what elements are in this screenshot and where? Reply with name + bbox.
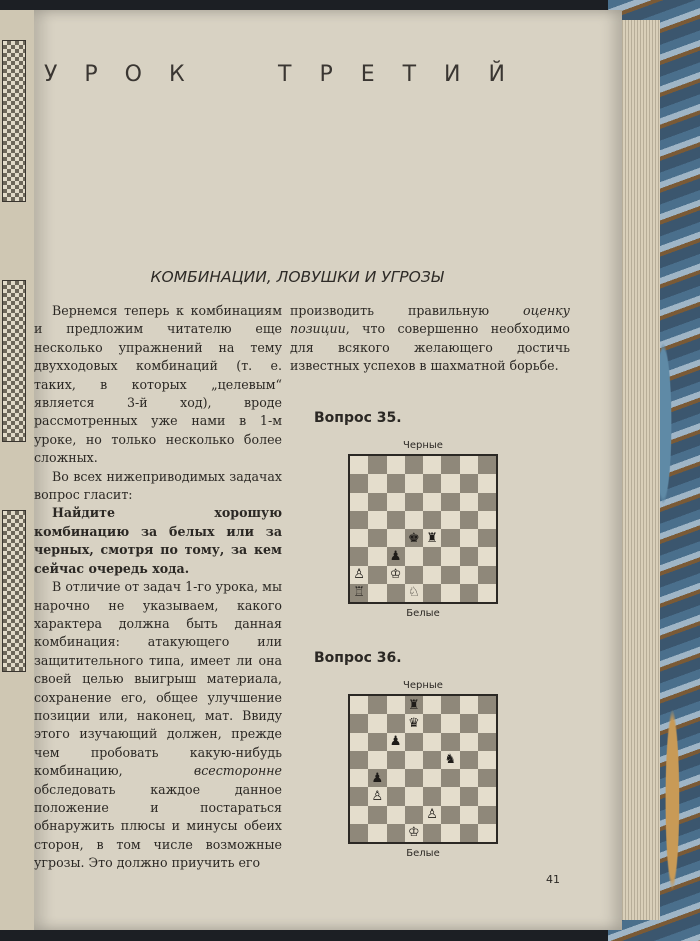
right-column — [290, 302, 570, 376]
board-square — [350, 696, 368, 714]
header-word-third: ТРЕТИЙ — [278, 62, 533, 87]
chess-piece: ♔ — [408, 825, 420, 841]
board-square — [368, 456, 386, 474]
board-square — [460, 529, 478, 547]
board-square — [387, 696, 405, 714]
chess-piece: ♜ — [426, 530, 438, 546]
board-square — [478, 511, 496, 529]
board-square — [441, 566, 459, 584]
board-square — [405, 733, 423, 751]
board-square — [368, 584, 386, 602]
paragraph-explanation — [34, 578, 282, 873]
chess-piece: ♖ — [353, 585, 365, 601]
board-square — [441, 824, 459, 842]
board-square — [387, 751, 405, 769]
board-square — [478, 824, 496, 842]
board-square — [423, 769, 441, 787]
board-square — [405, 547, 423, 565]
paragraph-continuation — [290, 302, 570, 376]
header-word-lesson: УРОК — [44, 62, 212, 87]
left-page-board-fragment — [2, 510, 26, 672]
board-square — [368, 696, 386, 714]
board-square — [460, 787, 478, 805]
chess-piece: ♟ — [389, 548, 402, 564]
board-square — [387, 511, 405, 529]
board-square — [423, 529, 441, 547]
board-square — [387, 456, 405, 474]
board-square — [441, 547, 459, 565]
board-square — [441, 493, 459, 511]
board-square — [441, 733, 459, 751]
board-square — [368, 493, 386, 511]
board-square — [478, 566, 496, 584]
paragraph-question-intro: Во всех нижеприводимых задачах вопрос гласит: — [34, 468, 282, 503]
board-square — [368, 733, 386, 751]
board-square — [368, 714, 386, 732]
board-square — [478, 696, 496, 714]
board-square — [478, 733, 496, 751]
board-square — [350, 824, 368, 842]
board-square — [405, 529, 423, 547]
board-square — [478, 584, 496, 602]
board-square — [405, 714, 423, 732]
board-square — [423, 547, 441, 565]
board-square — [350, 806, 368, 824]
board-square — [387, 566, 405, 584]
board-square — [423, 566, 441, 584]
text-run: производить правильную — [290, 303, 524, 318]
board-square — [423, 714, 441, 732]
board-square — [478, 474, 496, 492]
board-square — [387, 474, 405, 492]
board-square — [423, 751, 441, 769]
board-square — [478, 493, 496, 511]
left-page-fragment — [0, 10, 35, 930]
board-square — [368, 751, 386, 769]
board-square — [460, 547, 478, 565]
board-square — [478, 529, 496, 547]
board-square — [460, 733, 478, 751]
board-square — [387, 493, 405, 511]
book-page — [34, 10, 622, 930]
chess-piece: ♙ — [371, 788, 384, 804]
board-square — [405, 566, 423, 584]
question-36-label: Вопрос 36. — [314, 650, 402, 666]
board-square — [350, 456, 368, 474]
board-square — [423, 474, 441, 492]
board-square — [423, 456, 441, 474]
left-page-board-fragment — [2, 40, 26, 202]
board-square — [478, 787, 496, 805]
chess-board-36 — [348, 694, 498, 844]
left-column — [34, 302, 282, 873]
board-square — [405, 696, 423, 714]
left-page-board-fragment — [2, 280, 26, 442]
board-square — [387, 714, 405, 732]
board-square — [478, 769, 496, 787]
board-square — [478, 456, 496, 474]
board-square — [350, 787, 368, 805]
board-square — [368, 769, 386, 787]
board-square — [350, 493, 368, 511]
board-square — [405, 474, 423, 492]
board-square — [387, 547, 405, 565]
board-square — [460, 714, 478, 732]
chess-piece: ♔ — [389, 567, 402, 583]
board-square — [460, 493, 478, 511]
question-35-label: Вопрос 35. — [314, 410, 402, 426]
board-square — [441, 696, 459, 714]
board-square — [350, 511, 368, 529]
board-square — [350, 474, 368, 492]
text-run: обследовать каждое данное положение и постараться обнаружить плюсы и минусы обеих сторон, в том числе возможные угрозы. Это должно приучить его — [34, 781, 282, 871]
board-square — [423, 733, 441, 751]
chess-piece: ♟ — [371, 770, 384, 786]
paragraph-task: Найдите хорошую комбинацию за белых или за черных, смотря по тому, за кем сейчас очередь хода. — [34, 505, 282, 576]
board-square — [460, 751, 478, 769]
board-square — [423, 806, 441, 824]
board-square — [441, 806, 459, 824]
board-square — [350, 714, 368, 732]
text-run: , что совершенно необходимо для всякого желающего достичь известных успехов в шахматной борьбе. — [290, 321, 570, 374]
board-square — [441, 584, 459, 602]
board-square — [405, 824, 423, 842]
chess-piece: ♙ — [426, 807, 438, 823]
board-square — [368, 511, 386, 529]
board-square — [423, 824, 441, 842]
page-edges — [620, 20, 660, 920]
board-square — [441, 714, 459, 732]
board-square — [423, 787, 441, 805]
board-square — [350, 566, 368, 584]
board-square — [460, 511, 478, 529]
question-36-black-caption: Черные — [403, 680, 443, 691]
board-square — [423, 493, 441, 511]
board-square — [460, 584, 478, 602]
chess-piece: ♟ — [389, 734, 402, 750]
board-square — [387, 584, 405, 602]
board-square — [460, 696, 478, 714]
board-square — [387, 824, 405, 842]
board-square — [350, 529, 368, 547]
board-square — [350, 769, 368, 787]
board-square — [368, 547, 386, 565]
board-square — [478, 714, 496, 732]
board-square — [387, 733, 405, 751]
board-square — [478, 547, 496, 565]
question-36-white-caption: Белые — [406, 848, 440, 859]
question-35-black-caption: Черные — [403, 440, 443, 451]
board-square — [423, 696, 441, 714]
board-square — [441, 787, 459, 805]
board-square — [405, 787, 423, 805]
board-square — [441, 529, 459, 547]
board-square — [350, 584, 368, 602]
board-square — [460, 566, 478, 584]
board-square — [460, 456, 478, 474]
board-square — [460, 769, 478, 787]
italic-text: оценку позиции — [290, 303, 570, 337]
board-square — [368, 787, 386, 805]
board-square — [387, 806, 405, 824]
board-square — [478, 806, 496, 824]
page-number: 41 — [546, 873, 560, 886]
chess-piece: ♙ — [353, 567, 365, 583]
board-square — [460, 806, 478, 824]
board-square — [387, 529, 405, 547]
board-square — [405, 456, 423, 474]
board-square — [441, 769, 459, 787]
board-square — [405, 584, 423, 602]
board-square — [350, 547, 368, 565]
italic-text: всесторонне — [193, 763, 282, 779]
board-square — [387, 787, 405, 805]
chess-piece: ♛ — [408, 715, 420, 731]
board-square — [441, 474, 459, 492]
board-square — [405, 769, 423, 787]
section-title: КОМБИНАЦИИ, ЛОВУШКИ И УГРОЗЫ — [150, 268, 444, 286]
chess-piece: ♚ — [408, 530, 420, 546]
board-square — [405, 751, 423, 769]
board-square — [441, 511, 459, 529]
board-square — [478, 751, 496, 769]
board-square — [368, 566, 386, 584]
board-square — [423, 584, 441, 602]
board-square — [350, 751, 368, 769]
question-35-white-caption: Белые — [406, 608, 440, 619]
board-square — [350, 733, 368, 751]
board-square — [368, 529, 386, 547]
board-square — [423, 511, 441, 529]
board-square — [460, 474, 478, 492]
board-square — [441, 751, 459, 769]
text-run: В отличие от задач 1-го урока, мы нарочно не указываем, какого характера должна быть данная комбинация: атакующего или защитительного типа, имеет ли она своей целью выигрыш материала, сохранение его, общее улучшение позиции или, наконец, мат. Ввиду этого изучающий должен, прежде чем пробовать какую-нибудь комбинацию, — [34, 579, 282, 779]
chess-piece: ♜ — [408, 697, 420, 713]
board-square — [368, 806, 386, 824]
board-square — [368, 824, 386, 842]
board-square — [405, 511, 423, 529]
board-square — [460, 824, 478, 842]
board-square — [368, 474, 386, 492]
board-square — [441, 456, 459, 474]
paragraph-intro: Вернемся теперь к комбинациям и предложим читателю еще несколько упражнений на тему двухходовых комбинаций (т. е. таких, в которых „целевым“ является 3-й ход), вроде рассмотренных уже нами в 1-м уроке, но только несколько более сложных. — [34, 303, 282, 466]
chess-board-35 — [348, 454, 498, 604]
board-square — [387, 769, 405, 787]
chess-piece: ♞ — [444, 752, 457, 768]
chess-piece: ♘ — [408, 585, 420, 601]
board-square — [405, 806, 423, 824]
board-square — [405, 493, 423, 511]
